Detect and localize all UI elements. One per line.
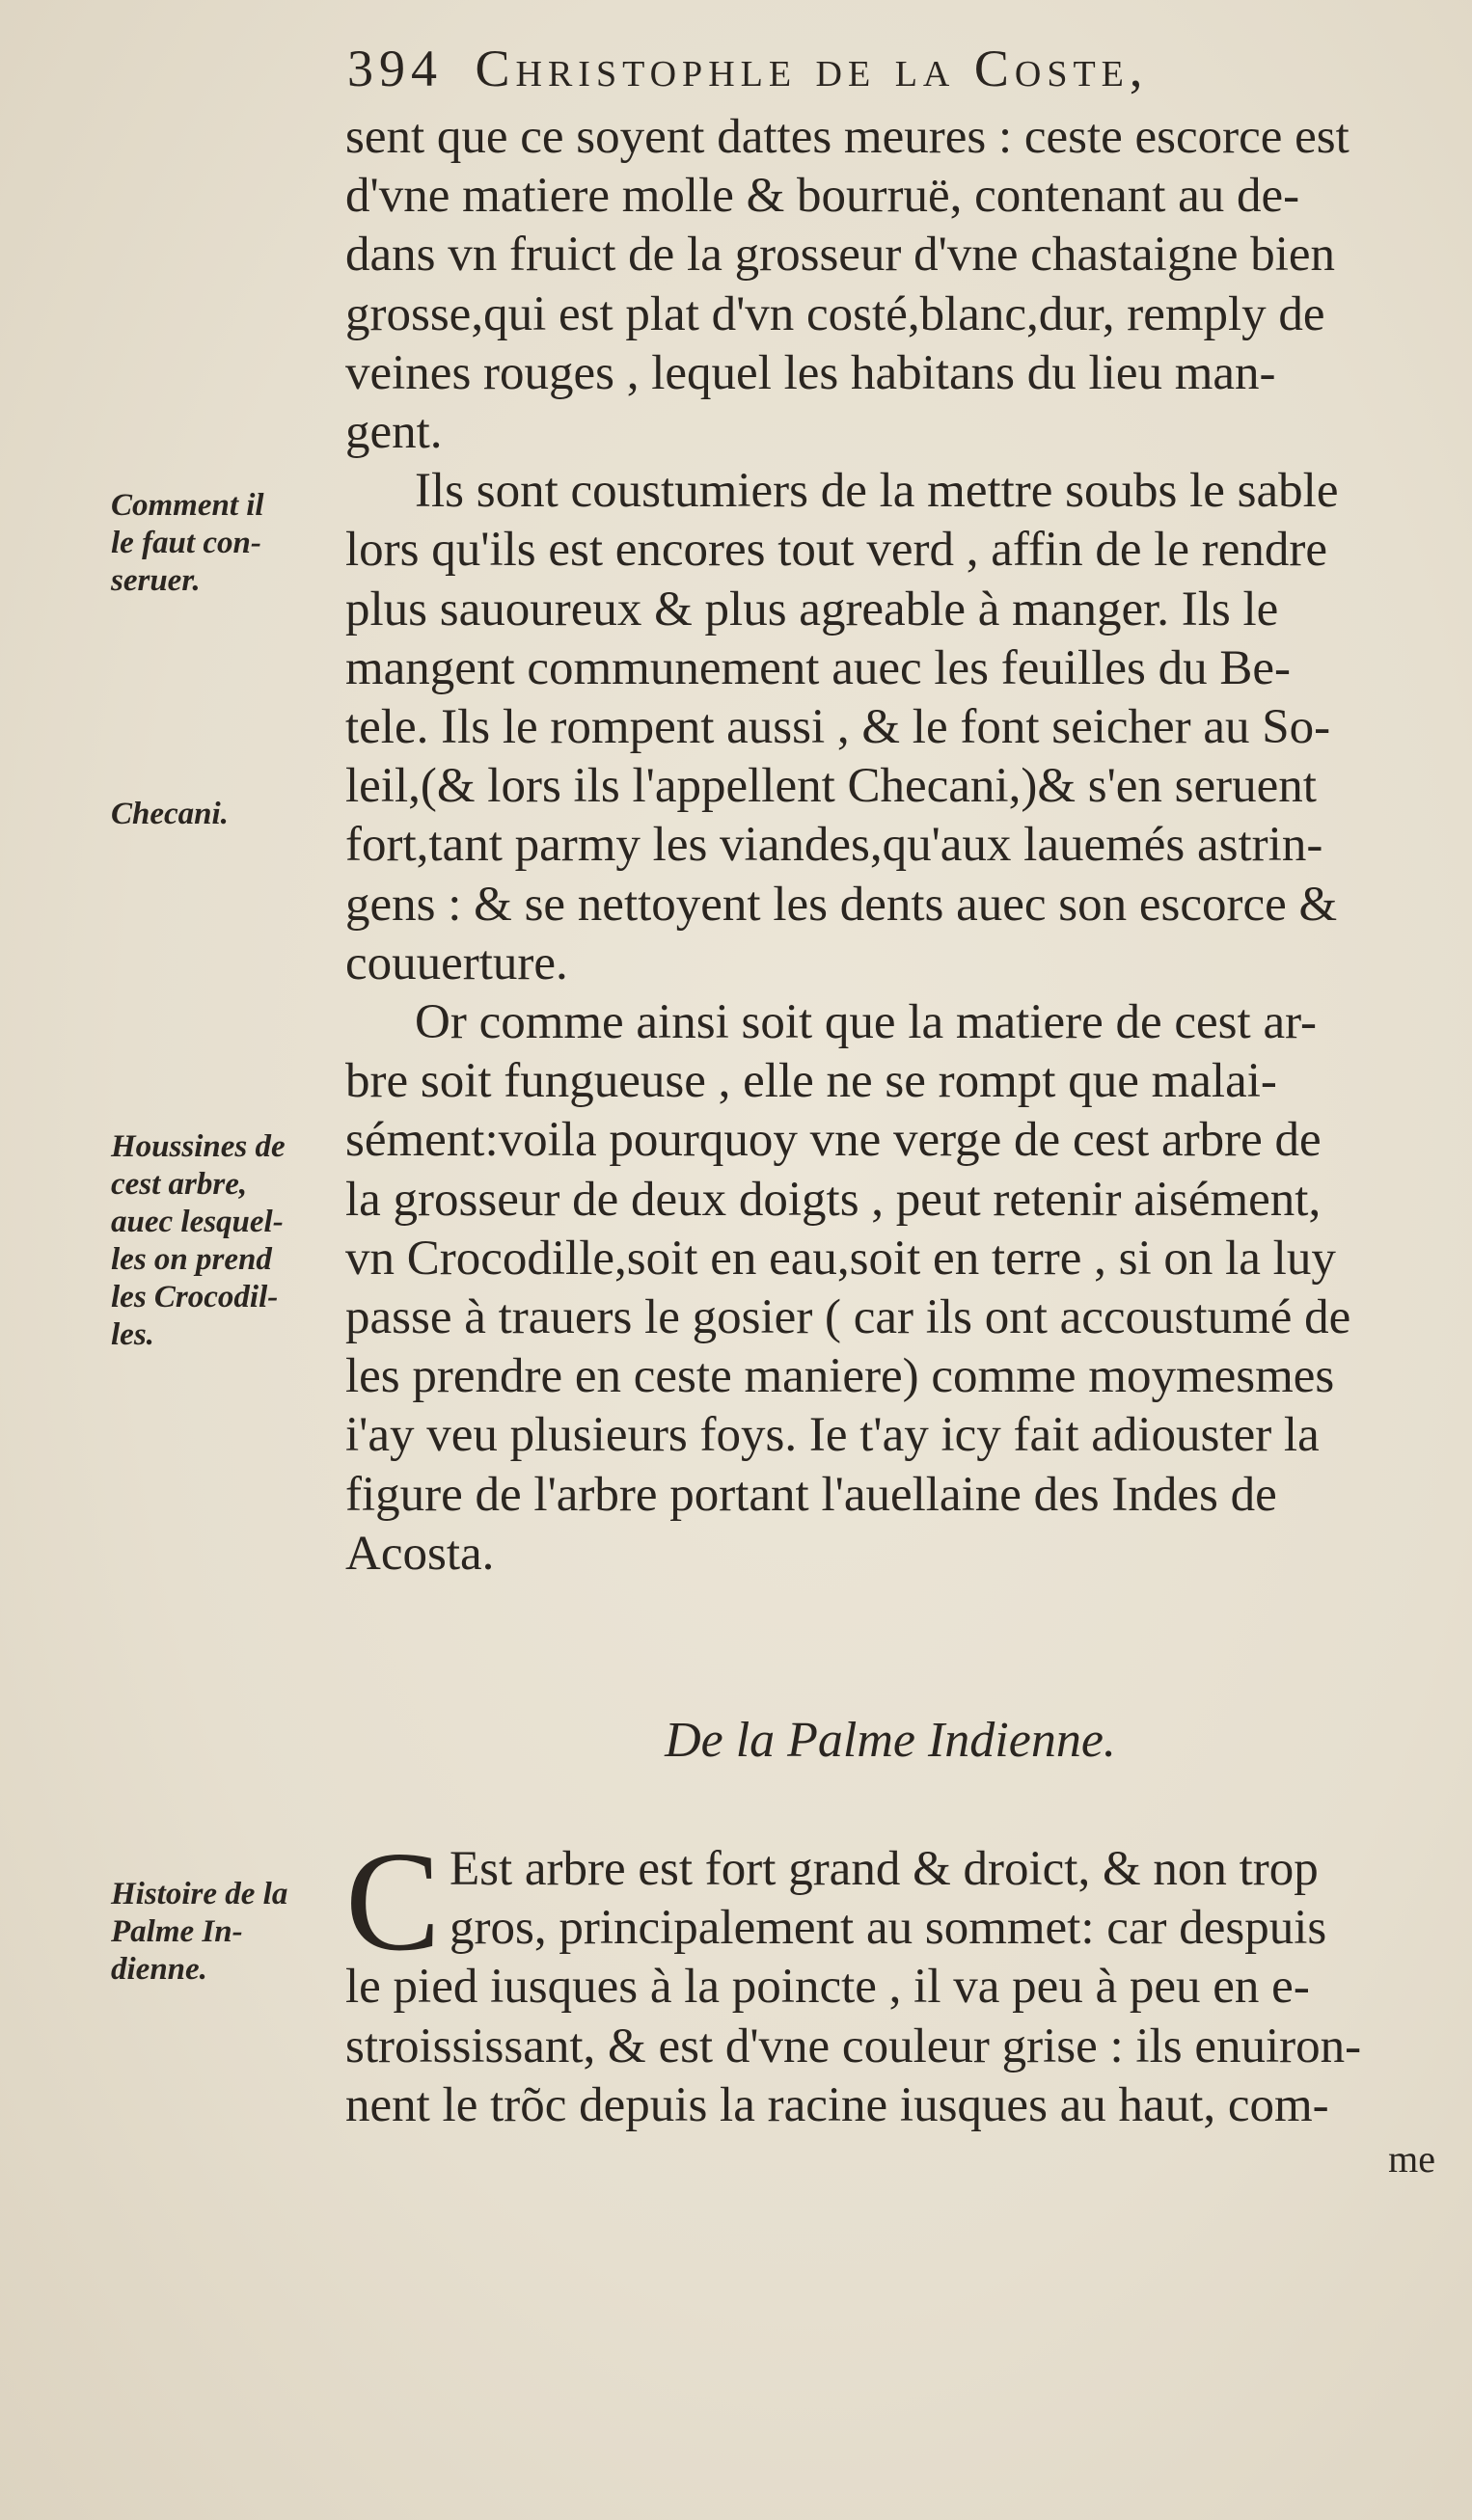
text-line: veines rouges , lequel les habitans du lieu man- (345, 345, 1276, 400)
margin-note-line: Checani. (111, 797, 229, 831)
text-line: i'ay veu plusieurs foys. Ie t'ay icy fait adiouster la (345, 1408, 1320, 1463)
margin-note-line: Comment il (111, 488, 264, 523)
margin-note-line: les. (111, 1317, 154, 1352)
text-line: les prendre en ceste maniere) comme moymesmes (345, 1349, 1335, 1404)
running-title: Christophle de la Coste, (475, 40, 1149, 97)
text-line: le pied iusques à la poincte , il va peu à peu en e- (345, 1960, 1310, 2015)
text-line: plus sauoureux & plus agreable à manger. Ils le (345, 582, 1279, 637)
text-line: la grosseur de deux doigts , peut retenir aisément, (345, 1172, 1322, 1227)
text-line: passe à trauers le gosier ( car ils ont accoustumé de (345, 1290, 1351, 1345)
margin-note-line: dienne. (111, 1952, 207, 1987)
margin-note-line: Palme In- (111, 1914, 243, 1949)
section-heading: De la Palme Indienne. (665, 1713, 1116, 1769)
paragraph-3 (345, 993, 1435, 1584)
text-line: tele. Ils le rompent aussi , & le font seicher au So- (345, 700, 1331, 755)
paragraph-2 (345, 462, 1435, 993)
text-line: stroississant, & est d'vne couleur grise : ils enuiron- (345, 2019, 1362, 2073)
margin-note-line: Histoire de la (111, 1877, 288, 1911)
margin-note-histoire (111, 1876, 342, 1989)
margin-note-line: le faut con- (111, 526, 261, 560)
margin-note-line: auec lesquel- (111, 1205, 284, 1239)
text-line: couuerture. (345, 935, 568, 990)
margin-note-line: seruer. (111, 563, 201, 598)
text-line: fort,tant parmy les viandes,qu'aux lauemés astrin- (345, 818, 1323, 873)
text-line: lors qu'ils est encores tout verd , affin de le rendre (345, 523, 1328, 578)
margin-note-line: cest arbre, (111, 1167, 248, 1202)
text-line: leil,(& lors ils l'appellent Checani,)& s'en seruent (345, 759, 1317, 814)
text-line: dans vn fruict de la grosseur d'vne chastaigne bien (345, 228, 1336, 283)
catchword: me (1388, 2137, 1435, 2181)
running-header (347, 39, 1437, 98)
text-line: bre soit fungueuse , elle ne se rompt que malai- (345, 1054, 1277, 1109)
margin-note-conserver (111, 487, 342, 600)
margin-note-line: les on prend (111, 1242, 272, 1277)
text-line: Acosta. (345, 1526, 495, 1581)
text-line: figure de l'arbre portant l'auellaine des Indes de (345, 1467, 1277, 1522)
margin-note-line: Houssines de (111, 1129, 286, 1164)
text-line: Ils sont coustumiers de la mettre soubs le sable (415, 464, 1339, 519)
text-line: vn Crocodille,soit en eau,soit en terre , si on la luy (345, 1231, 1336, 1286)
text-line: gent. (345, 405, 443, 460)
drop-cap: C (345, 1823, 441, 1982)
text-line: sent que ce soyent dattes meures : ceste escorce est (345, 110, 1349, 164)
margin-note-checani (111, 796, 342, 833)
text-line: gros, principalement au sommet: car despuis (450, 1901, 1327, 1956)
main-text (345, 108, 1435, 2183)
paragraph-4 (345, 1823, 1435, 2135)
margin-note-houssines (111, 1128, 342, 1354)
page-number: 394 (347, 40, 443, 97)
text-line: gens : & se nettoyent les dents auec son escorce & (345, 877, 1338, 932)
text-line: sément:voila pourquoy vne verge de cest arbre de (345, 1113, 1322, 1168)
text-line: Est arbre est fort grand & droict, & non trop (450, 1842, 1319, 1897)
text-line: nent le trõc depuis la racine iusques au haut, com- (345, 2077, 1329, 2132)
text-line: mangent communement auec les feuilles du Be- (345, 640, 1292, 695)
text-line: Or comme ainsi soit que la matiere de cest ar- (415, 995, 1318, 1050)
text-line: grosse,qui est plat d'vn costé,blanc,dur, remply de (345, 286, 1325, 341)
paragraph-1 (345, 108, 1435, 462)
text-line: d'vne matiere molle & bourruë, contenant au de- (345, 169, 1300, 224)
margin-note-line: les Crocodil- (111, 1280, 279, 1314)
